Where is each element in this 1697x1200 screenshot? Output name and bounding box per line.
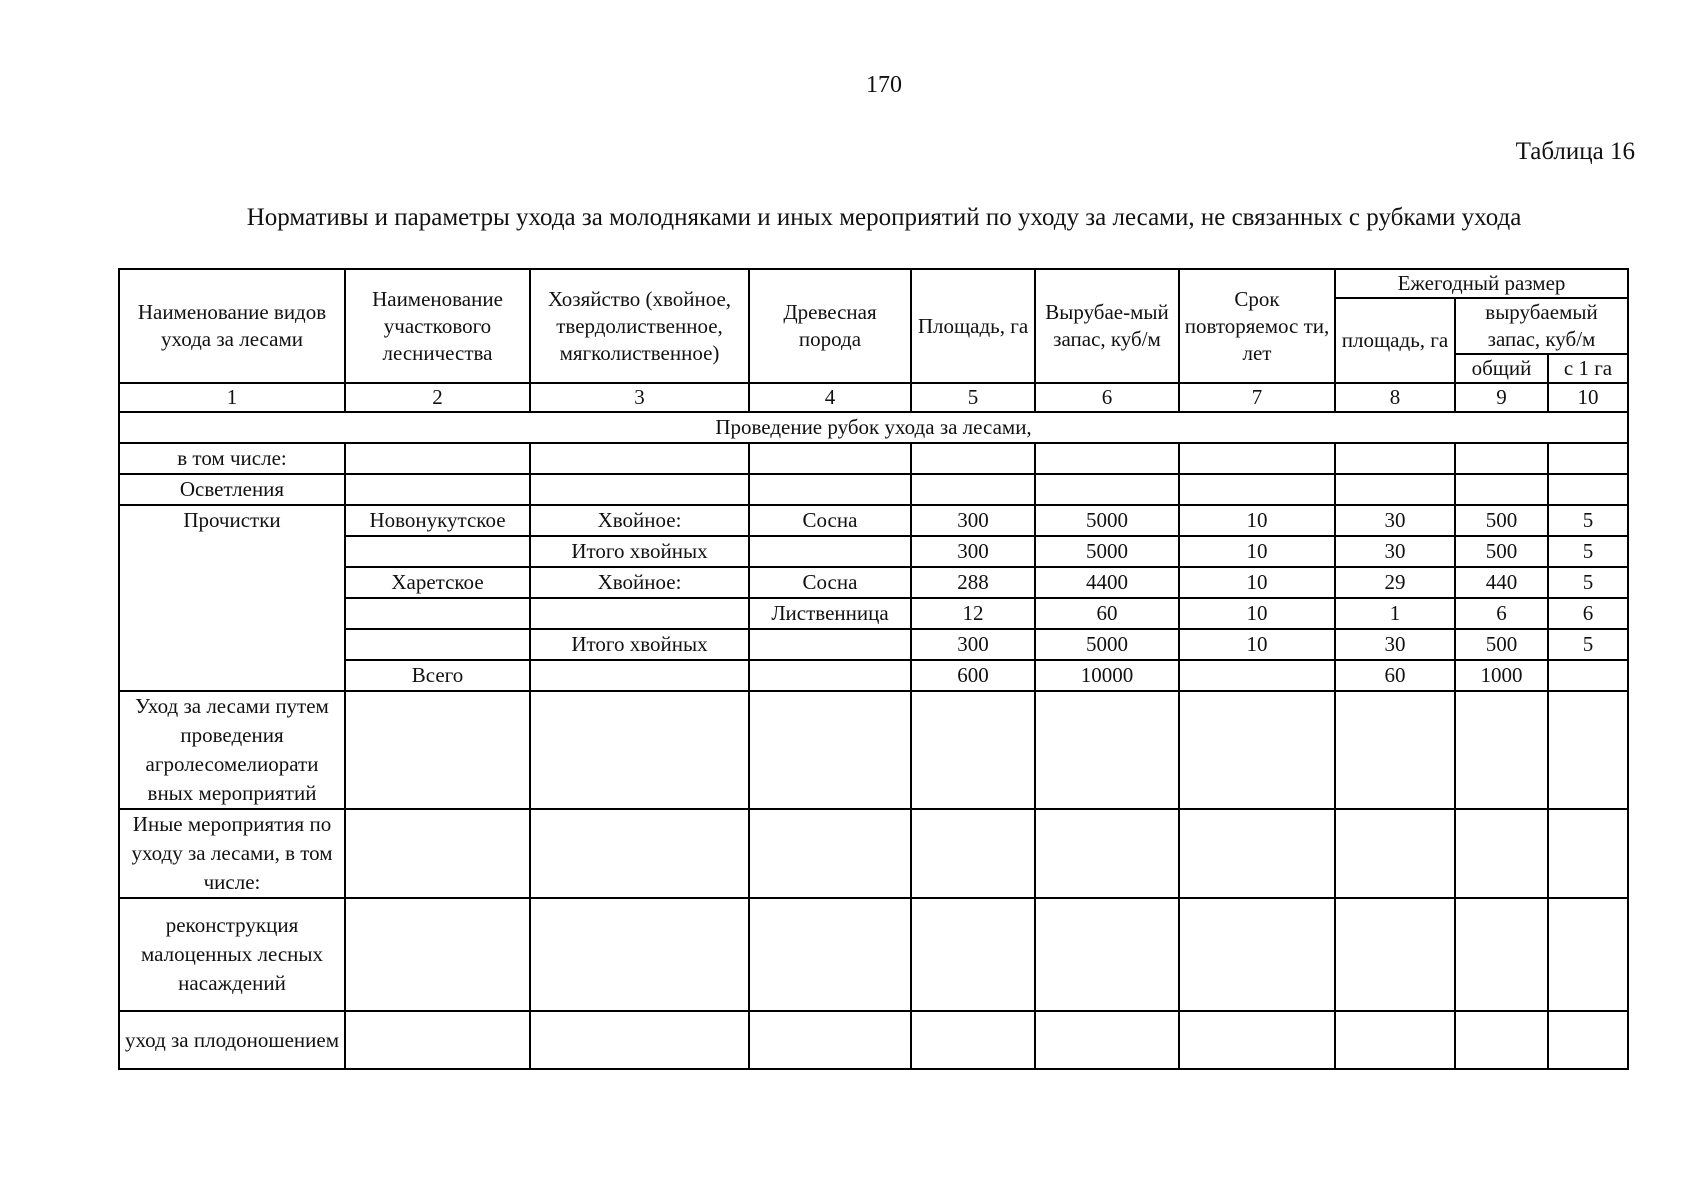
forestry-cell: Новонукутское bbox=[345, 505, 530, 536]
farm-cell: Хвойное: bbox=[530, 505, 749, 536]
header-col-8: площадь, га bbox=[1335, 298, 1455, 383]
empty-cell bbox=[1035, 443, 1179, 474]
header-col-2: Наименование участкового лесничества bbox=[345, 269, 530, 383]
species-cell bbox=[749, 536, 911, 567]
empty-cell bbox=[1179, 809, 1335, 898]
period-cell: 10 bbox=[1179, 598, 1335, 629]
table-row bbox=[119, 598, 1628, 629]
empty-cell bbox=[1335, 691, 1455, 809]
annual-total-cell: 1000 bbox=[1455, 660, 1548, 691]
farm-cell: Итого хвойных bbox=[530, 536, 749, 567]
period-cell: 10 bbox=[1179, 629, 1335, 660]
farm-cell bbox=[530, 660, 749, 691]
header-col-9: общий bbox=[1455, 354, 1548, 383]
period-cell: 10 bbox=[1179, 536, 1335, 567]
forestry-cell: Харетское bbox=[345, 567, 530, 598]
column-number: 6 bbox=[1035, 383, 1179, 412]
annual-total-cell: 6 bbox=[1455, 598, 1548, 629]
table-row bbox=[119, 809, 1628, 898]
empty-cell bbox=[749, 809, 911, 898]
table-row bbox=[119, 1011, 1628, 1069]
empty-cell bbox=[911, 691, 1035, 809]
table-row bbox=[119, 898, 1628, 1011]
empty-cell bbox=[530, 474, 749, 505]
empty-cell bbox=[1548, 809, 1628, 898]
empty-cell bbox=[1455, 809, 1548, 898]
forestry-cell bbox=[345, 536, 530, 567]
empty-cell bbox=[1548, 691, 1628, 809]
table-label: Таблица 16 bbox=[1515, 138, 1635, 165]
empty-cell bbox=[1335, 1011, 1455, 1069]
header-col-7: Срок повторяемос ти, лет bbox=[1179, 269, 1335, 383]
farm-cell: Хвойное: bbox=[530, 567, 749, 598]
column-number: 10 bbox=[1548, 383, 1628, 412]
empty-cell bbox=[911, 1011, 1035, 1069]
empty-cell bbox=[1455, 898, 1548, 1011]
column-number: 4 bbox=[749, 383, 911, 412]
column-number: 5 bbox=[911, 383, 1035, 412]
area-cell: 600 bbox=[911, 660, 1035, 691]
empty-cell bbox=[345, 443, 530, 474]
area-cell: 300 bbox=[911, 536, 1035, 567]
empty-cell bbox=[345, 898, 530, 1011]
area-cell: 288 bbox=[911, 567, 1035, 598]
forestry-cell bbox=[345, 598, 530, 629]
annual-area-cell: 30 bbox=[1335, 629, 1455, 660]
per-ha-cell: 5 bbox=[1548, 629, 1628, 660]
empty-cell bbox=[1035, 691, 1179, 809]
volume-cell: 60 bbox=[1035, 598, 1179, 629]
empty-cell bbox=[749, 1011, 911, 1069]
empty-cell bbox=[1335, 443, 1455, 474]
empty-cell bbox=[530, 1011, 749, 1069]
empty-cell bbox=[1179, 1011, 1335, 1069]
empty-cell bbox=[1335, 809, 1455, 898]
header-row-1 bbox=[119, 269, 1628, 298]
empty-cell bbox=[911, 443, 1035, 474]
empty-cell bbox=[1035, 809, 1179, 898]
section-title: Проведение рубок ухода за лесами, bbox=[119, 412, 1628, 443]
column-number: 1 bbox=[119, 383, 345, 412]
empty-cell bbox=[345, 474, 530, 505]
empty-cell bbox=[1179, 443, 1335, 474]
empty-cell bbox=[530, 443, 749, 474]
empty-cell bbox=[1335, 898, 1455, 1011]
volume-cell: 5000 bbox=[1035, 505, 1179, 536]
empty-cell bbox=[530, 898, 749, 1011]
species-cell bbox=[749, 629, 911, 660]
empty-cell bbox=[911, 474, 1035, 505]
empty-cell bbox=[1335, 474, 1455, 505]
annual-area-cell: 30 bbox=[1335, 505, 1455, 536]
norms-table bbox=[118, 268, 1629, 1070]
empty-cell bbox=[1035, 898, 1179, 1011]
care-type: Осветления bbox=[119, 474, 345, 505]
page-number: 170 bbox=[866, 72, 902, 98]
care-type: Прочистки bbox=[119, 505, 345, 691]
empty-cell bbox=[749, 898, 911, 1011]
empty-cell bbox=[1455, 1011, 1548, 1069]
species-cell: Лиственница bbox=[749, 598, 911, 629]
table-row bbox=[119, 505, 1628, 536]
care-type: реконструкция малоценных лесных насаждений bbox=[119, 898, 345, 1011]
empty-cell bbox=[345, 809, 530, 898]
annual-total-cell: 440 bbox=[1455, 567, 1548, 598]
empty-cell bbox=[1455, 474, 1548, 505]
header-col-10: с 1 га bbox=[1548, 354, 1628, 383]
column-number-row bbox=[119, 383, 1628, 412]
header-col-3: Хозяйство (хвойное, твердолиственное, мягколиственное) bbox=[530, 269, 749, 383]
table-row bbox=[119, 691, 1628, 809]
empty-cell bbox=[749, 691, 911, 809]
empty-cell bbox=[749, 443, 911, 474]
header-annual-size: Ежегодный размер bbox=[1335, 269, 1628, 298]
header-volume: вырубаемый запас, куб/м bbox=[1455, 298, 1628, 354]
annual-area-cell: 60 bbox=[1335, 660, 1455, 691]
section-row bbox=[119, 412, 1628, 443]
species-cell: Сосна bbox=[749, 567, 911, 598]
area-cell: 300 bbox=[911, 505, 1035, 536]
per-ha-cell: 5 bbox=[1548, 536, 1628, 567]
empty-cell bbox=[1548, 474, 1628, 505]
empty-cell bbox=[1179, 691, 1335, 809]
header-col-1: Наименование видов ухода за лесами bbox=[119, 269, 345, 383]
empty-cell bbox=[1179, 474, 1335, 505]
annual-total-cell: 500 bbox=[1455, 629, 1548, 660]
species-cell bbox=[749, 660, 911, 691]
empty-cell bbox=[1179, 898, 1335, 1011]
per-ha-cell: 6 bbox=[1548, 598, 1628, 629]
per-ha-cell: 5 bbox=[1548, 567, 1628, 598]
period-cell: 10 bbox=[1179, 567, 1335, 598]
empty-cell bbox=[345, 1011, 530, 1069]
per-ha-cell: 5 bbox=[1548, 505, 1628, 536]
empty-cell bbox=[1455, 691, 1548, 809]
volume-cell: 5000 bbox=[1035, 629, 1179, 660]
table-row bbox=[119, 629, 1628, 660]
empty-cell bbox=[530, 809, 749, 898]
farm-cell bbox=[530, 598, 749, 629]
empty-cell bbox=[1548, 1011, 1628, 1069]
area-cell: 300 bbox=[911, 629, 1035, 660]
period-cell: 10 bbox=[1179, 505, 1335, 536]
empty-cell bbox=[1455, 443, 1548, 474]
care-type: в том числе: bbox=[119, 443, 345, 474]
empty-cell bbox=[749, 474, 911, 505]
farm-cell: Итого хвойных bbox=[530, 629, 749, 660]
empty-cell bbox=[1035, 474, 1179, 505]
table-row bbox=[119, 567, 1628, 598]
empty-cell bbox=[911, 809, 1035, 898]
care-type: Иные мероприятия по уходу за лесами, в том числе: bbox=[119, 809, 345, 898]
header-col-5: Площадь, га bbox=[911, 269, 1035, 383]
volume-cell: 5000 bbox=[1035, 536, 1179, 567]
per-ha-cell bbox=[1548, 660, 1628, 691]
column-number: 9 bbox=[1455, 383, 1548, 412]
column-number: 8 bbox=[1335, 383, 1455, 412]
column-number: 3 bbox=[530, 383, 749, 412]
header-col-4: Древесная порода bbox=[749, 269, 911, 383]
empty-cell bbox=[1548, 898, 1628, 1011]
table-row bbox=[119, 474, 1628, 505]
forestry-cell bbox=[345, 629, 530, 660]
area-cell: 12 bbox=[911, 598, 1035, 629]
species-cell: Сосна bbox=[749, 505, 911, 536]
document-title: Нормативы и параметры ухода за молодняками и иных мероприятий по уходу за лесами, не связанных с рубками ухода bbox=[246, 204, 1522, 231]
volume-cell: 4400 bbox=[1035, 567, 1179, 598]
column-number: 2 bbox=[345, 383, 530, 412]
forestry-cell: Всего bbox=[345, 660, 530, 691]
column-number: 7 bbox=[1179, 383, 1335, 412]
table-row bbox=[119, 443, 1628, 474]
empty-cell bbox=[345, 691, 530, 809]
table-row bbox=[119, 536, 1628, 567]
volume-cell: 10000 bbox=[1035, 660, 1179, 691]
annual-total-cell: 500 bbox=[1455, 536, 1548, 567]
table-row bbox=[119, 660, 1628, 691]
care-type: уход за плодоношением bbox=[119, 1011, 345, 1069]
empty-cell bbox=[1548, 443, 1628, 474]
period-cell bbox=[1179, 660, 1335, 691]
annual-area-cell: 29 bbox=[1335, 567, 1455, 598]
header-col-6: Вырубае-мый запас, куб/м bbox=[1035, 269, 1179, 383]
empty-cell bbox=[1035, 1011, 1179, 1069]
annual-area-cell: 30 bbox=[1335, 536, 1455, 567]
empty-cell bbox=[530, 691, 749, 809]
annual-area-cell: 1 bbox=[1335, 598, 1455, 629]
empty-cell bbox=[911, 898, 1035, 1011]
annual-total-cell: 500 bbox=[1455, 505, 1548, 536]
care-type: Уход за лесами путем проведения агролесомелиорати вных мероприятий bbox=[119, 691, 345, 809]
